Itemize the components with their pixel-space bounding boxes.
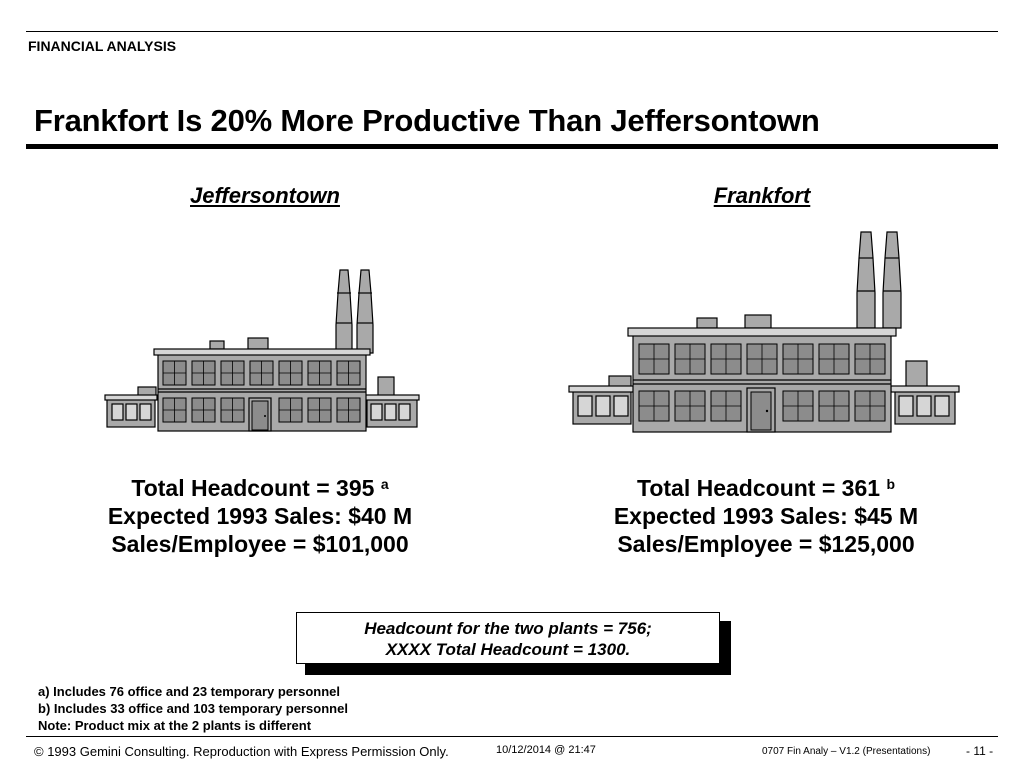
- title-rule: [26, 144, 998, 149]
- callout-box: [296, 612, 720, 664]
- footnote-a: a) Includes 76 office and 23 temporary personnel: [38, 684, 340, 699]
- footer-doc-ref: 0707 Fin Analy – V1.2 (Presentations): [762, 746, 931, 757]
- headcount-line: Total Headcount = 395 $^a$: [131, 475, 389, 501]
- factory-icon-jeffersontown: [100, 265, 425, 435]
- footer-copyright: © 1993 Gemini Consulting. Reproduction with Express Permission Only.: [34, 744, 449, 759]
- productivity-line: Sales/Employee = $125,000: [617, 531, 915, 557]
- sales-line: Expected 1993 Sales: $45 M: [613, 503, 919, 529]
- footnote-note: Note: Product mix at the 2 plants is different: [38, 718, 312, 733]
- sales-line: Expected 1993 Sales: $40 M: [107, 503, 413, 529]
- footer-date: 10/12/2014 @ 21:47: [496, 744, 596, 756]
- slide-title: Frankfort Is 20% More Productive Than Jeffersontown: [34, 103, 820, 138]
- top-rule: [26, 31, 998, 32]
- footer-page-number: - 11 -: [966, 744, 994, 758]
- footnotes: [38, 683, 348, 734]
- section-label: FINANCIAL ANALYSIS: [28, 38, 177, 54]
- callout-line-1: Headcount for the two plants = 756;: [364, 619, 652, 638]
- bottom-rule: [26, 736, 998, 737]
- plant-name-frankfort: Frankfort: [713, 183, 811, 208]
- factory-icon-frankfort: [565, 228, 965, 438]
- headcount-line: Total Headcount = 361 $^b$: [636, 475, 895, 501]
- productivity-line: Sales/Employee = $101,000: [111, 531, 409, 557]
- stats-frankfort: [566, 474, 966, 558]
- footnote-b: b) Includes 33 office and 103 temporary personnel: [38, 701, 348, 716]
- footnote-marker: a: [380, 476, 389, 492]
- footnote-marker: b: [886, 476, 895, 492]
- stats-jeffersontown: [60, 474, 460, 558]
- callout-line-2: XXXX Total Headcount = 1300.: [385, 640, 631, 659]
- plant-name-jeffersontown: Jeffersontown: [190, 183, 340, 208]
